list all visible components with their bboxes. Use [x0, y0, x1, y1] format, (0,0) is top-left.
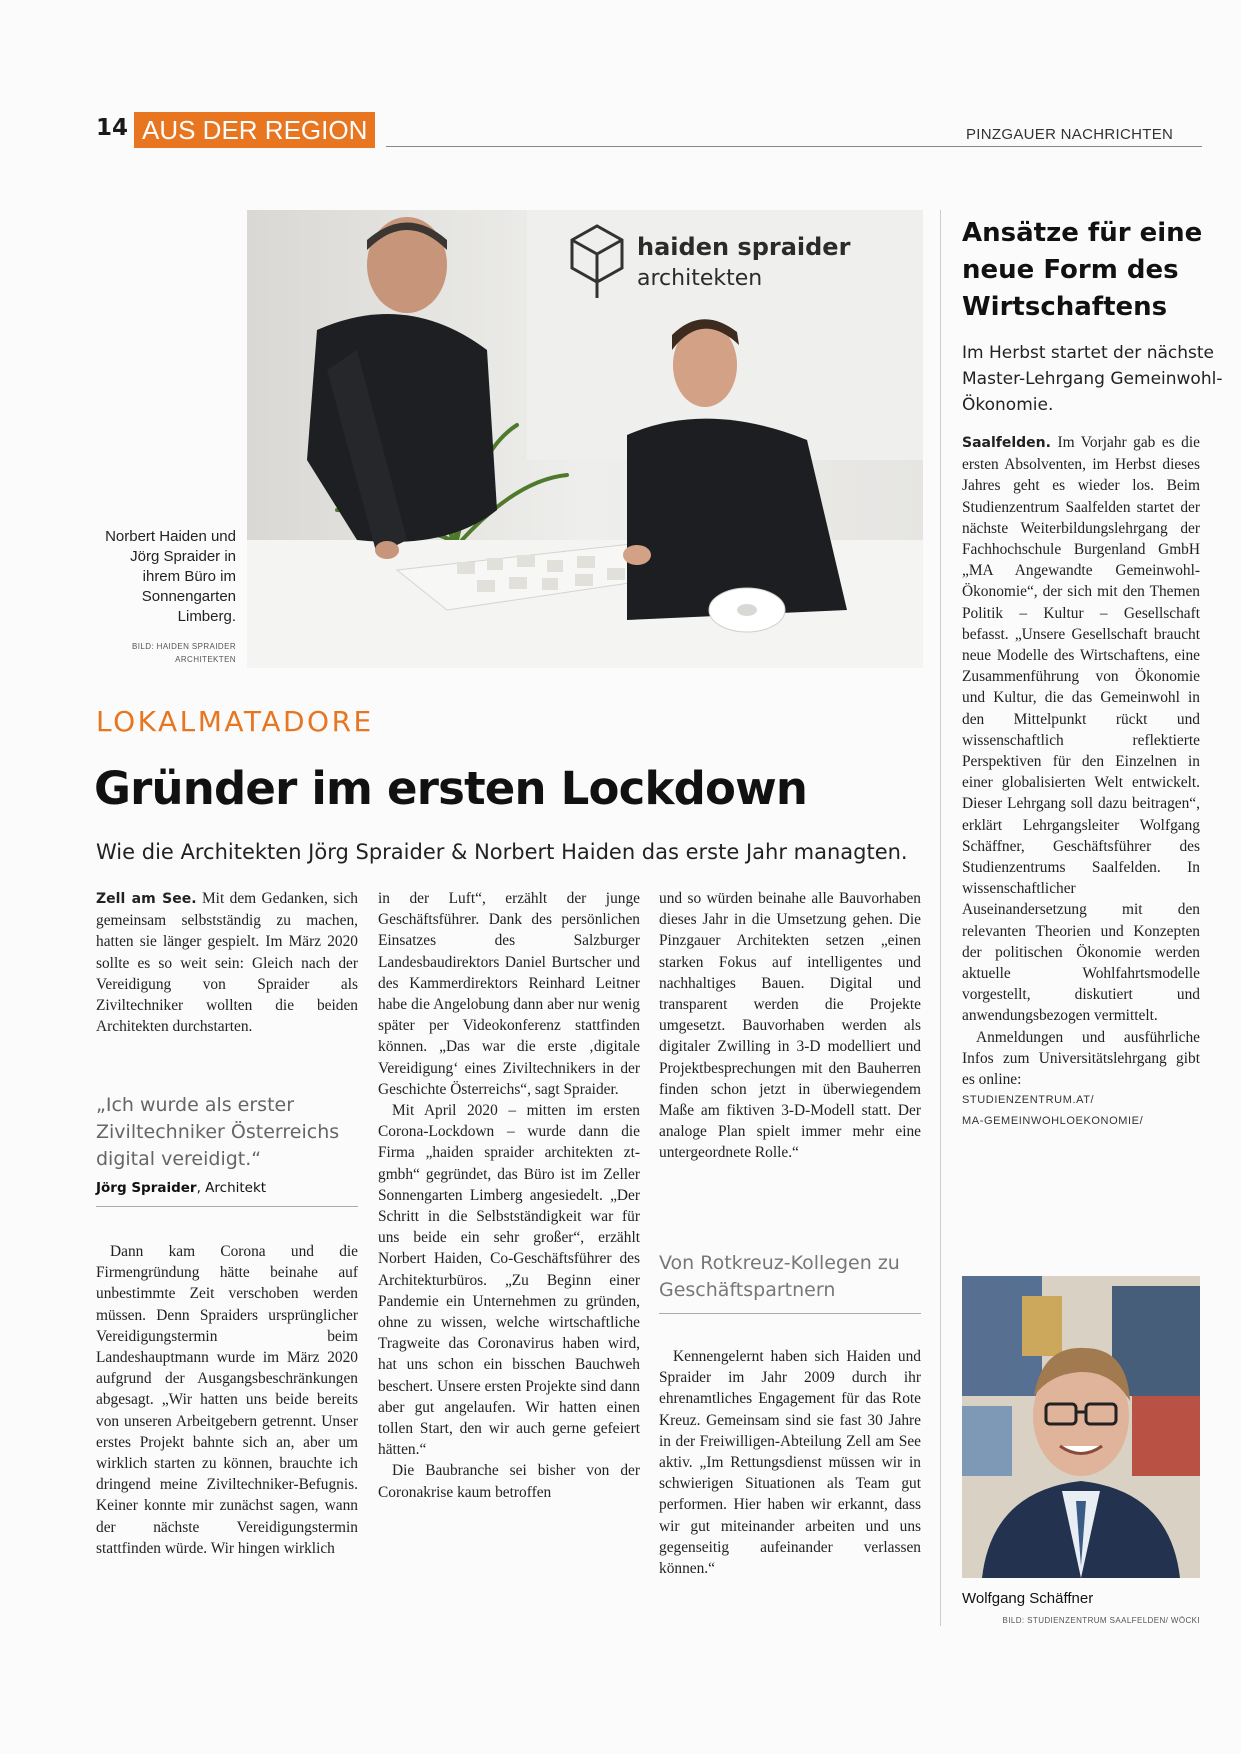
photo-credit	[90, 640, 236, 666]
sidebar-paragraph-1: Im Vorjahr gab es die ersten Absolventen, im Herbst dieses Jahres geht es wieder los. Beim Studienzentrum Saalfelden startet der nächste Weiterbildungslehrgang der Fachhochschule Burgenland GmbH „MA Angewandte Gemeinwohl-Ökonomie“, der sich mit den Themen Politik – Kultur – Gesellschaft befasst. „Unsere Gesellschaft braucht neue Modelle des Wirtschaftens, eine Zusammenführung von Ökonomie und Kultur, die das Gemeinwohl in den Mittelpunkt rückt und wissenschaftlich reflektierte Perspektiven für den Einzelnen in einer globalisierten Welt entwickelt. Dieser Lehrgang soll dazu beitragen“, erklärt Lehrgangsleiter Wolfgang Schäffner, Geschäftsführer des Studienzentrums Saalfelden. In wissenschaftlicher Auseinandersetzung mit den relevanten Theorien und Konzepten der politischen Ökonomie werden aktuelle Wohlfahrtsmodelle vorgestellt, diskutiert und anwendungsbezogen vermittelt.	[962, 434, 1200, 1025]
publication-name: PINZGAUER NACHRICHTEN	[966, 126, 1174, 143]
portrait-credit: BILD: STUDIENZENTRUM SAALFELDEN/ WÖCKI	[1002, 1616, 1200, 1625]
article-deck: Wie die Architekten Jörg Spraider & Norbert Haiden das erste Jahr managten.	[96, 840, 908, 864]
sidebar-url[interactable]	[962, 1090, 1200, 1132]
article-dateline: Zell am See.	[96, 891, 197, 907]
photo-credit-line2: ARCHITEKTEN	[175, 655, 236, 664]
article-subhead: Von Rotkreuz-Kollegen zu Geschäftspartnern	[659, 1252, 900, 1301]
portrait-caption: Wolfgang Schäffner	[962, 1590, 1094, 1607]
article-paragraph-5: Die Baubranche sei bisher von der Coronakrise kaum betroffen	[378, 1462, 640, 1501]
sidebar-body	[962, 432, 1200, 1132]
sidebar-headline: Ansätze für eine neue Form des Wirtschaftens	[962, 218, 1203, 322]
sidebar-url-line2[interactable]: MA-GEMEINWOHLOEKONOMIE/	[962, 1115, 1144, 1128]
sidebar-dateline: Saalfelden.	[962, 435, 1051, 451]
article-column-1-top	[96, 888, 358, 1037]
article-photo	[247, 210, 923, 668]
sidebar-divider	[940, 210, 941, 1626]
sidebar-paragraph-2: Anmeldungen und ausführliche Infos zum Universitätslehrgang gibt es online:	[962, 1028, 1200, 1089]
page-number: 14	[96, 115, 129, 141]
subhead-rule	[659, 1313, 921, 1314]
pull-quote-role: , Architekt	[196, 1180, 267, 1196]
article-column-3-bottom	[659, 1346, 921, 1579]
article-column-3-top	[659, 888, 921, 1164]
portrait-illustration	[962, 1276, 1200, 1578]
article-headline: Gründer im ersten Lockdown	[94, 762, 808, 815]
sidebar-url-line1[interactable]: STUDIENZENTRUM.AT/	[962, 1094, 1095, 1107]
logo-subline: architekten	[637, 266, 763, 291]
article-paragraph-7: Kennengelernt haben sich Haiden und Spraider im Jahr 2009 durch ihr ehrenamtliches Engagement für das Rote Kreuz. Gemeinsam sind sie fast 30 Jahre in der Freiwilligen-Abteilung Zell am See aktiv. „Im Rettungsdienst müssen wir in schwierigen Situationen als Team gut performen. Hier haben wir erkannt, dass wir gut miteinander arbeiten und uns gegenseitig aufeinander verlassen können.“	[659, 1348, 921, 1578]
portrait-photo	[962, 1276, 1200, 1578]
photo-caption: Norbert Haiden und Jörg Spraider in ihrem Büro im Sonnengarten Limberg.	[105, 528, 236, 625]
office-scene-illustration	[247, 210, 923, 668]
logo-wordmark: haiden spraider	[637, 233, 851, 261]
sidebar-deck: Im Herbst startet der nächste Master-Lehrgang Gemeinwohl-Ökonomie.	[962, 343, 1223, 415]
article-paragraph-2: Dann kam Corona und die Firmengründung hätte beinahe auf unbestimmte Zeit verschoben werden müssen. Denn Spraiders ursprünglicher Vereidigungstermin beim Landeshauptmann wurde im März 2020 aufgrund der Ausgangsbeschränkungen abgesagt. „Wir hatten uns beide bereits von unseren Arbeitgebern getrennt. Unser erstes Projekt bahnte sich an, aber um wirklich starten zu können, brauchte ich dringend meine Ziviltechniker-Befugnis. Keiner konnte mir zunächst sagen, wann der nächste Vereidigungstermin stattfinden würde. Wir hingen wirklich	[96, 1243, 358, 1557]
article-kicker: LOKALMATADORE	[96, 705, 374, 738]
article-paragraph-1: Mit dem Gedanken, sich gemeinsam selbstständig zu machen, hatten sie länger gespielt. Im März 2020 sollte es so weit sein: Gleich nach der Vereidigung von Spraider als Ziviltechniker wollten die beiden Architekten durchstarten.	[96, 890, 358, 1036]
pull-quote: „Ich wurde als erster Ziviltechniker Österreichs digital vereidigt.“	[96, 1094, 340, 1170]
article-paragraph-6: und so würden beinahe alle Bauvorhaben dieses Jahr in die Umsetzung gehen. Die Pinzgauer Architekten setzen „einen starken Fokus auf intelligentes und nachhaltiges Bauen. Digital und transparent werden die Projekte umgesetzt. Bauvorhaben werden als digitaler Zwilling in 3-D modelliert und Projektbesprechungen mit den Bauherren finden schon jetzt in überwiegendem Maße am fiktiven 3-D-Modell statt. Der analoge Plan spielt immer mehr eine untergeordnete Rolle.“	[659, 890, 921, 1162]
section-label: AUS DER REGION	[134, 112, 375, 148]
article-paragraph-4: Mit April 2020 – mitten im ersten Corona-Lockdown – wurde dann die Firma „haiden spraider architekten zt-gmbh“ gegründet, das Büro ist im Zeller Sonnengarten Limberg angesiedelt. „Der Schritt in die Selbstständigkeit war für uns beide ein sehr großer“, erzählt Norbert Haiden, Co-Geschäftsführer des Architekturbüros. „Zu Beginn einer Pandemie ein Unternehmen zu gründen, ohne zu wissen, welche wirtschaftliche Tragweite das Coronavirus haben wird, hat uns schon ein bisschen Bauchweh beschert. Unsere ersten Projekte sind dann aber gut angelaufen. Wir hatten einen tollen Start, den wir auch gerne gefeiert hätten.“	[378, 1102, 640, 1459]
article-column-1-bottom	[96, 1241, 358, 1559]
article-column-2	[378, 888, 640, 1503]
pull-quote-name: Jörg Spraider	[96, 1180, 197, 1196]
photo-credit-line1: BILD: HAIDEN SPRAIDER	[132, 642, 236, 651]
pull-quote-author	[96, 1180, 266, 1196]
header-rule	[386, 146, 1202, 147]
article-paragraph-3: in der Luft“, erzählt der junge Geschäftsführer. Dank des persönlichen Einsatzes des Salzburger Landesbaudirektors Daniel Burtscher und des Kammerdirektors Reinhard Leitner habe die Angelobung dann aber nur wenig später per Videokonferenz stattfinden können. „Das war die erste ‚digitale Vereidigung‘ eines Ziviltechnikers in der Geschichte Österreichs“, sagt Spraider.	[378, 890, 640, 1098]
pull-quote-rule	[96, 1206, 358, 1207]
